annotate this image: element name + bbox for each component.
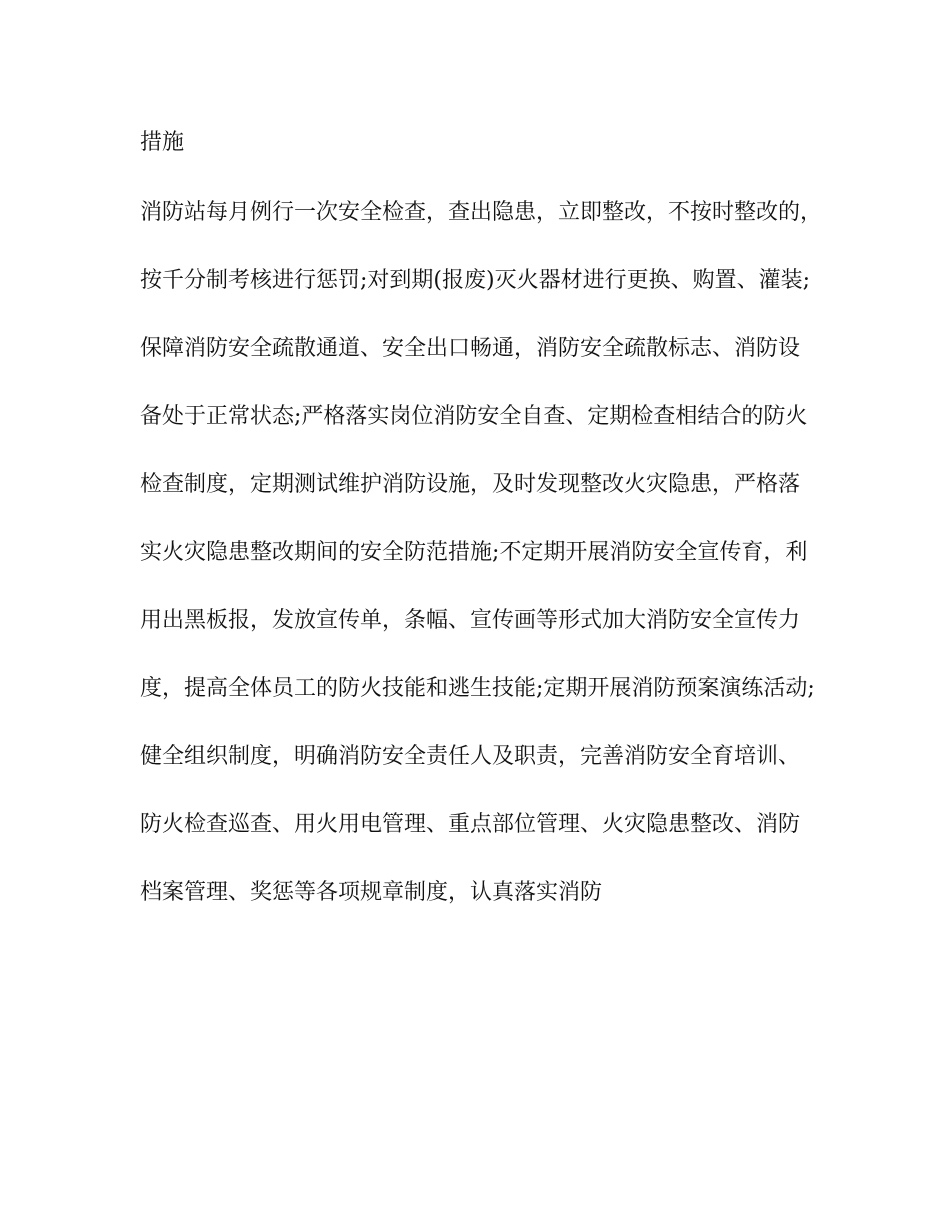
text-line: 保障消防安全疏散通道、安全出口畅通，消防安全疏散标志、消防设 xyxy=(140,336,801,361)
text-line: 度，提高全体员工的防火技能和逃生技能;定期开展消防预案演练活动; xyxy=(140,676,815,701)
body-paragraph xyxy=(140,196,840,944)
text-line: 消防站每月例行一次安全检查，查出隐患，立即整改，不按时整改的， xyxy=(140,200,823,225)
text-line: 检查制度，定期测试维护消防设施，及时发现整改火灾隐患，严格落 xyxy=(140,472,801,497)
text-line: 防火检查巡查、用火用电管理、重点部位管理、火灾隐患整改、消防 xyxy=(140,812,801,837)
text-line: 健全组织制度，明确消防安全责任人及职责，完善消防安全育培训、 xyxy=(140,744,801,769)
text-line: 备处于正常状态;严格落实岗位消防安全自查、定期检查相结合的防火 xyxy=(140,404,808,429)
text-line: 档案管理、奖惩等各项规章制度，认真落实消防 xyxy=(140,880,603,905)
section-heading: 措施 xyxy=(140,130,185,155)
text-line: 实火灾隐患整改期间的安全防范措施;不定期开展消防安全宣传育，利 xyxy=(140,540,808,565)
text-line: 按千分制考核进行惩罚;对到期(报废)灭火器材进行更换、购置、灌装; xyxy=(140,268,810,293)
text-line: 用出黑板报，发放宣传单，条幅、宣传画等形式加大消防安全宣传力 xyxy=(140,608,801,633)
